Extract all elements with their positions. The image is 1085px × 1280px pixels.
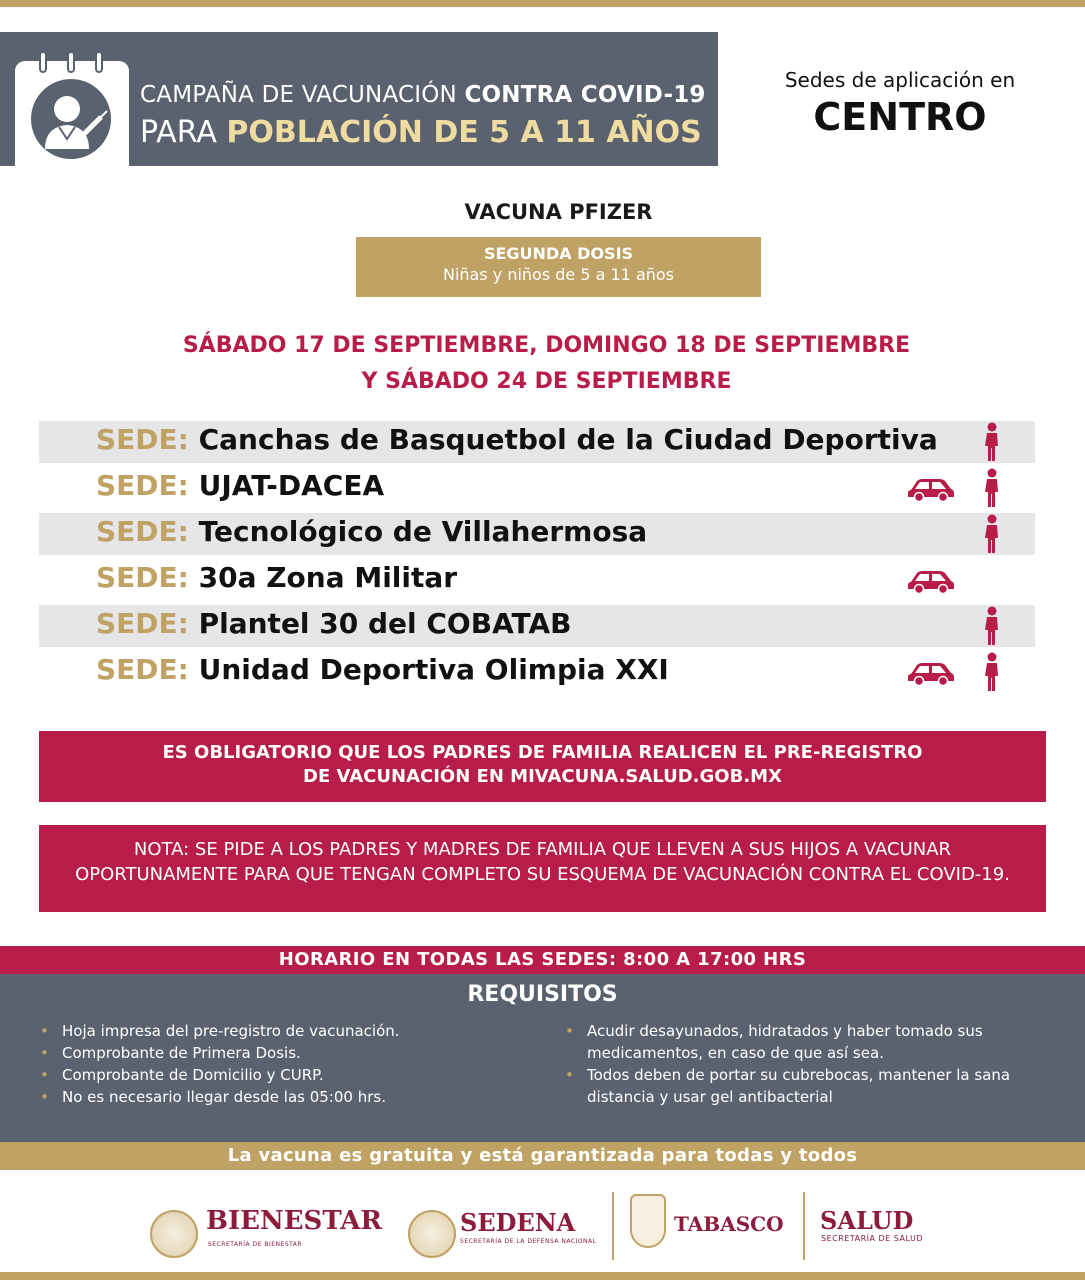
- sede-label: SEDE:: [96, 469, 189, 502]
- city-title: CENTRO: [813, 95, 987, 139]
- top-gold-bar: [0, 0, 1085, 7]
- dates: [0, 328, 1085, 400]
- mexico-seal-icon: [150, 1210, 198, 1258]
- dose-title: SEGUNDA DOSIS: [483, 244, 634, 263]
- sede-name: Unidad Deportiva Olimpia XXI: [198, 653, 669, 686]
- header-line-2: PARA POBLACIÓN DE 5 A 11 AÑOS: [140, 115, 702, 150]
- sede-row: [39, 651, 1035, 693]
- sede-text: [96, 607, 572, 640]
- sedes-label: Sedes de aplicación en: [784, 68, 1016, 92]
- car-icon: [907, 568, 955, 594]
- walking-person-icon: [979, 651, 1005, 693]
- requisitos-title: REQUISITOS: [467, 982, 618, 1007]
- nota-line-1: NOTA: SE PIDE A LOS PADRES Y MADRES DE FAMILIA QUE LLEVEN A SUS HIJOS A VACUNAR: [133, 839, 952, 860]
- list-item: • Hoja impresa del pre-registro de vacunación.: [40, 1020, 520, 1042]
- sede-text: [96, 469, 384, 502]
- list-item: • Comprobante de Domicilio y CURP.: [40, 1064, 520, 1086]
- nota-notice: [39, 825, 1046, 912]
- walking-person-icon: [979, 605, 1005, 647]
- sede-row: [39, 559, 1035, 601]
- list-item: • Acudir desayunados, hidratados y haber tomado sus medicamentos, en caso de que así sea.: [565, 1020, 1045, 1064]
- sede-row: [39, 467, 1035, 509]
- mexico-seal-icon: [408, 1210, 456, 1258]
- bienestar-logo: BIENESTAR: [206, 1206, 383, 1236]
- preregistro-line-2: DE VACUNACIÓN EN MIVACUNA.SALUD.GOB.MX: [303, 766, 782, 787]
- list-item: • Comprobante de Primera Dosis.: [40, 1042, 520, 1064]
- sede-label: SEDE:: [96, 607, 189, 640]
- bienestar-sub: SECRETARÍA DE BIENESTAR: [208, 1241, 303, 1248]
- sede-text: [96, 515, 647, 548]
- tabasco-crest-icon: [630, 1194, 666, 1248]
- salud-sub: SECRETARÍA DE SALUD: [821, 1234, 924, 1243]
- dates-line-2: Y SÁBADO 24 DE SEPTIEMBRE: [361, 369, 732, 394]
- sede-label: SEDE:: [96, 423, 189, 456]
- campaign-header: [0, 32, 718, 166]
- list-item: • No es necesario llegar desde las 05:00 hrs.: [40, 1086, 520, 1108]
- sede-row: [39, 605, 1035, 647]
- preregistro-notice: [39, 731, 1046, 802]
- bottom-gold-bar: [0, 1272, 1085, 1280]
- sede-row: [39, 513, 1035, 555]
- gratuita-banner: La vacuna es gratuita y está garantizada para todas y todos: [0, 1142, 1085, 1170]
- calendar-doctor-icon: [15, 61, 129, 175]
- vaccine-title: VACUNA PFIZER: [464, 200, 653, 224]
- sede-name: Plantel 30 del COBATAB: [198, 607, 572, 640]
- list-item: • Todos deben de portar su cubrebocas, mantener la sana distancia y usar gel antibacterial: [565, 1064, 1045, 1108]
- sede-row: [39, 421, 1035, 463]
- requisitos-panel: [0, 974, 1085, 1142]
- sede-text: [96, 561, 457, 594]
- sede-label: SEDE:: [96, 561, 189, 594]
- sede-text: [96, 423, 938, 456]
- car-icon: [907, 476, 955, 502]
- logo-divider: [803, 1192, 805, 1260]
- walking-person-icon: [979, 513, 1005, 555]
- logo-divider: [612, 1192, 614, 1260]
- sede-name: Canchas de Basquetbol de la Ciudad Deportiva: [198, 423, 938, 456]
- sede-label: SEDE:: [96, 515, 189, 548]
- salud-logo: SALUD: [820, 1206, 914, 1235]
- sede-name: Tecnológico de Villahermosa: [198, 515, 648, 548]
- requisitos-left-list: [40, 1020, 520, 1108]
- preregistro-line-1: ES OBLIGATORIO QUE LOS PADRES DE FAMILIA REALICEN EL PRE-REGISTRO: [162, 742, 923, 763]
- header-line-1: CAMPAÑA DE VACUNACIÓN CONTRA COVID-19: [140, 82, 706, 108]
- dose-subtitle: Niñas y niños de 5 a 11 años: [442, 265, 675, 284]
- sede-name: 30a Zona Militar: [198, 561, 458, 594]
- dose-box: [356, 237, 761, 297]
- tabasco-logo: TABASCO: [674, 1212, 784, 1236]
- sedena-sub: SECRETARÍA DE LA DEFENSA NACIONAL: [460, 1238, 597, 1245]
- walking-person-icon: [979, 467, 1005, 509]
- sede-text: [96, 653, 669, 686]
- dates-line-1: SÁBADO 17 DE SEPTIEMBRE, DOMINGO 18 DE SEPTIEMBRE: [182, 333, 911, 358]
- nota-line-2: OPORTUNAMENTE PARA QUE TENGAN COMPLETO SU ESQUEMA DE VACUNACIÓN CONTRA EL COVID-19.: [75, 864, 1010, 885]
- car-icon: [907, 660, 955, 686]
- walking-person-icon: [979, 421, 1005, 463]
- horario-banner: HORARIO EN TODAS LAS SEDES: 8:00 A 17:00 HRS: [0, 946, 1085, 974]
- sede-name: UJAT-DACEA: [198, 469, 385, 502]
- sedena-logo: SEDENA: [460, 1208, 576, 1237]
- requisitos-right-list: [565, 1020, 1045, 1108]
- sede-label: SEDE:: [96, 653, 189, 686]
